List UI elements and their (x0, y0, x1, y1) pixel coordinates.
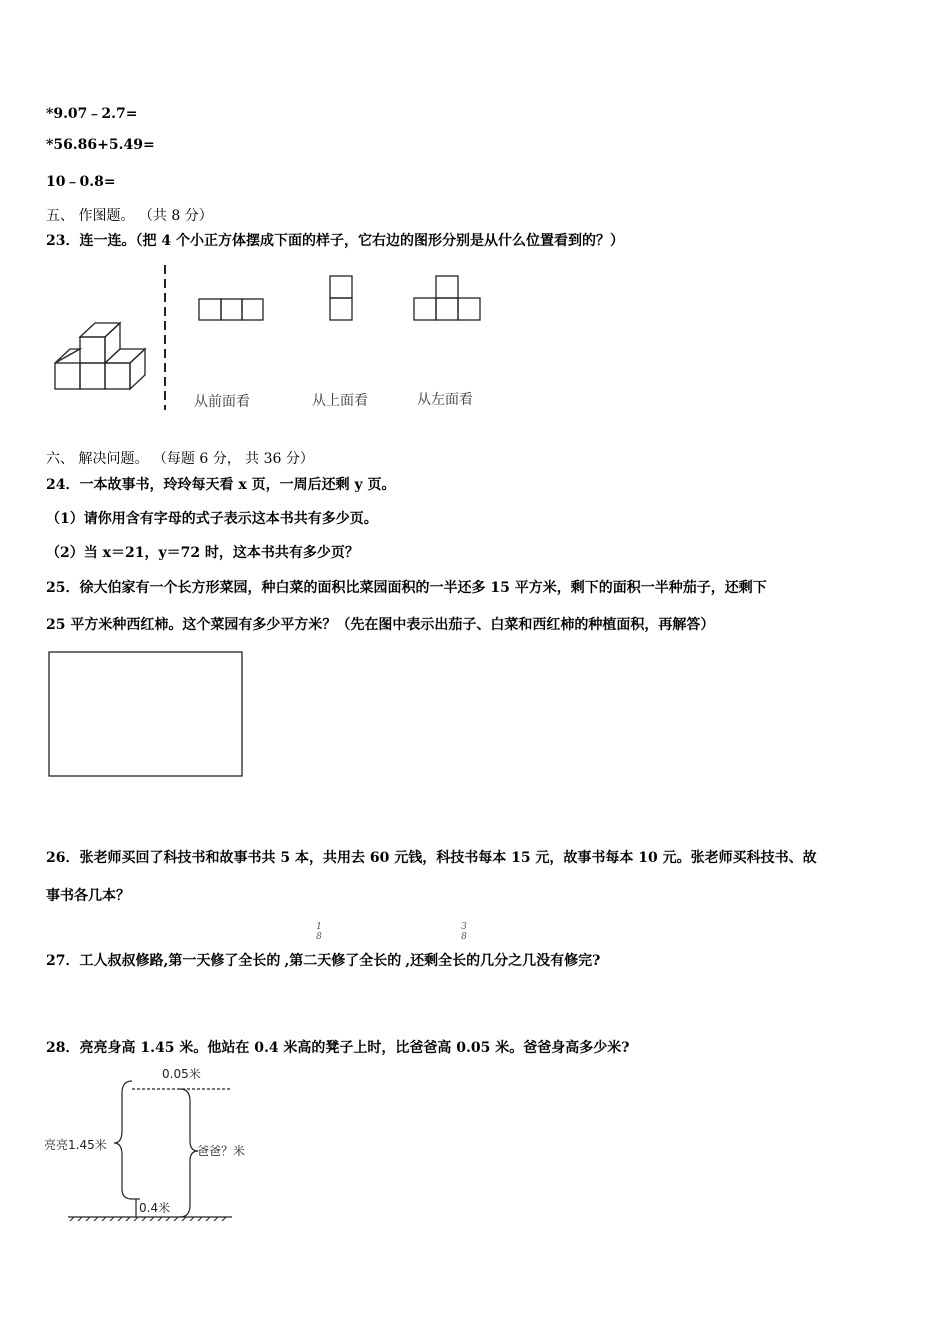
caption-top: 从上面看 (312, 393, 368, 409)
question-27-part-1: 27．工人叔叔修路,第一天修了全长的 (46, 953, 281, 969)
caption-left: 从左面看 (417, 392, 473, 408)
section-5-title: 五、 作图题。 （共 8 分） (46, 208, 213, 224)
calc-line-2: *56.86+5.49= (46, 137, 155, 153)
fraction-1-numerator: 1 (316, 922, 322, 932)
front-view-shape (198, 298, 266, 322)
question-26-line-2: 事书各几本？ (46, 888, 130, 904)
fraction-2-numerator: 3 (461, 922, 467, 932)
label-dad-height: 爸爸？米 (197, 1144, 246, 1158)
fraction-three-eighths (459, 922, 469, 942)
section-6-title: 六、 解决问题。 （每题 6 分， 共 36 分） (46, 451, 314, 467)
calc-line-1: *9.07﹣2.7= (46, 106, 138, 122)
question-28: 28．亮亮身高 1.45 米。他站在 0.4 米高的凳子上时，比爸爸高 0.05 米。爸爸身高多少米? (46, 1040, 630, 1056)
caption-front: 从前面看 (194, 394, 250, 410)
label-stool-0-4m: 0.4米 (139, 1201, 171, 1215)
label-liangliang-height: 亮亮1.45米 (44, 1138, 107, 1152)
calc-line-3: 10﹣0.8= (46, 174, 116, 190)
question-27-part-3: ,还剩全长的几分之几没有修完? (405, 953, 601, 969)
question-25-line-2: 25 平方米种西红柿。这个菜园有多少平方米？（先在图中表示出茄子、白菜和西红柿的种植面积，再解答） (46, 617, 715, 633)
fraction-1-denominator: 8 (316, 932, 322, 942)
question-24: 24．一本故事书，玲玲每天看 x 页，一周后还剩 y 页。 (46, 477, 396, 493)
top-view-shape (329, 275, 354, 323)
question-27 (46, 950, 600, 970)
question-24-part-2: （2）当 x＝21，y＝72 时，这本书共有多少页？ (46, 545, 359, 561)
question-24-part-1: （1）请你用含有字母的式子表示这本书共有多少页。 (46, 511, 378, 527)
question-23: 23．连一连。（把 4 个小正方体摆成下面的样子，它右边的图形分别是从什么位置看到的？） (46, 233, 624, 249)
cube-stack-figure (50, 318, 155, 398)
garden-rectangle (48, 651, 244, 778)
question-27-part-2: ,第二天修了全长的 (284, 953, 402, 969)
label-0-05m: 0.05米 (162, 1067, 201, 1081)
fraction-one-eighth (314, 922, 324, 942)
question-25-line-1: 25．徐大伯家有一个长方形菜园，种白菜的面积比菜园面积的一半还多 15 平方米，剩下的面积一半种茄子，还剩下 (46, 580, 767, 596)
left-view-shape (413, 275, 483, 323)
fraction-2-denominator: 8 (461, 932, 467, 942)
dashed-divider (163, 265, 167, 410)
question-26-line-1: 26．张老师买回了科技书和故事书共 5 本，共用去 60 元钱，科技书每本 15 元，故事书每本 10 元。张老师买科技书、故 (46, 850, 817, 866)
